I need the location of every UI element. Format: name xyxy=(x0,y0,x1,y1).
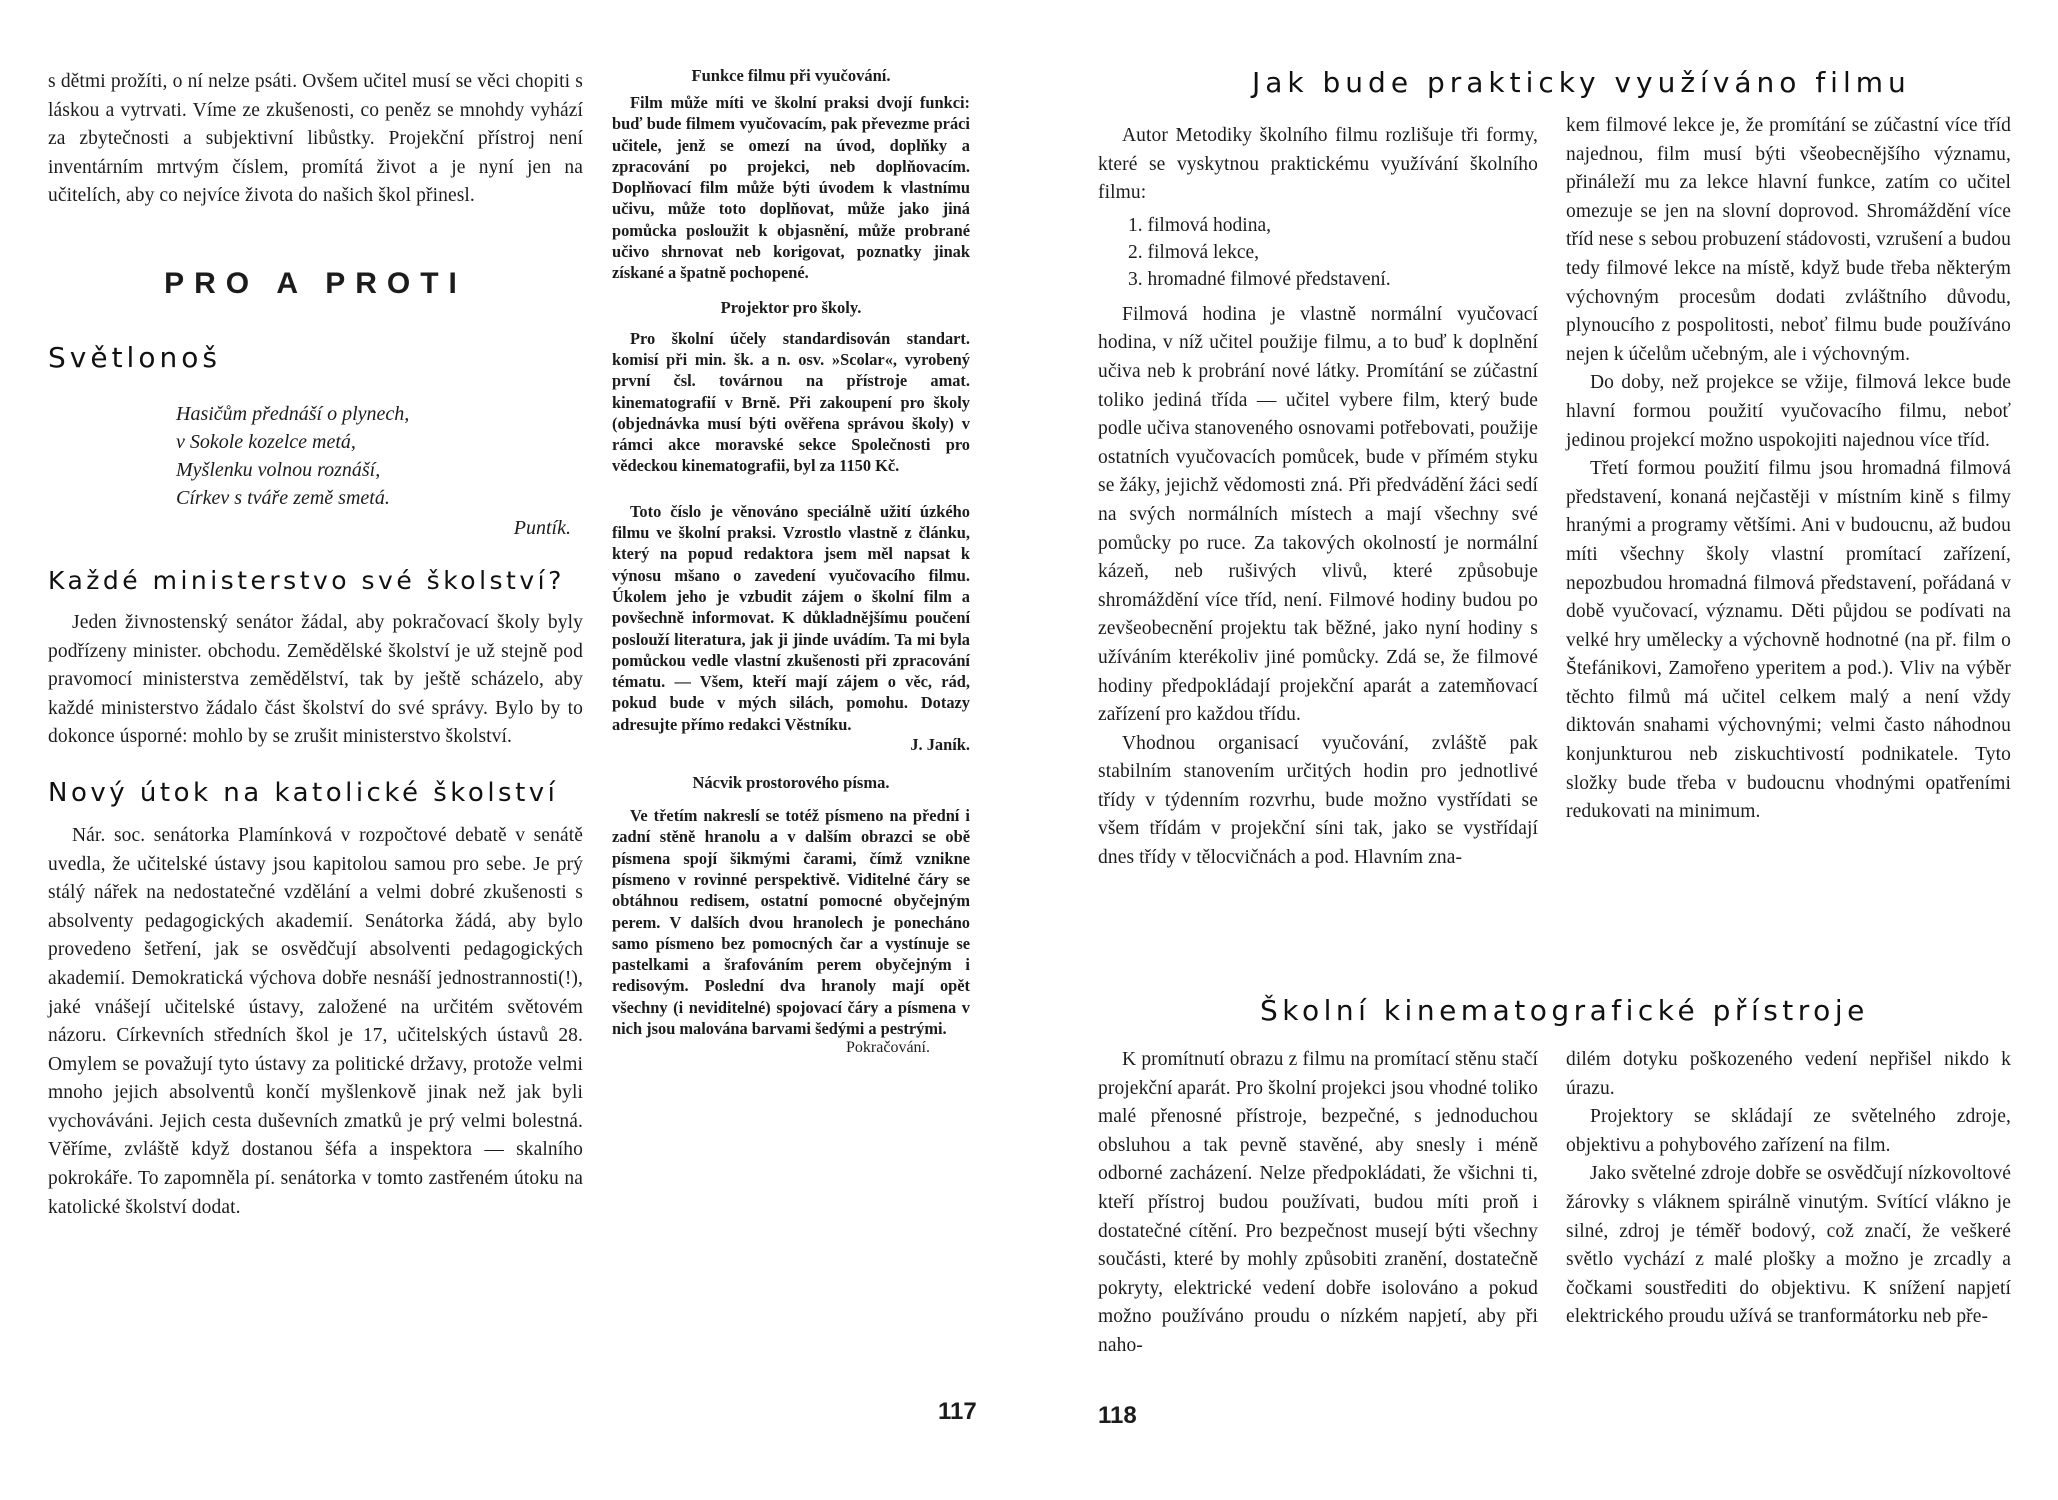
utok-title: Nový útok na katolické školství xyxy=(48,777,559,808)
left-bold-column xyxy=(612,66,970,1057)
organisace-text: Vhodnou organisací vyučování, zvláště pak stabilním stanovením určitých hodin pro jednotlivé třídy v týdenním rozvrhu, bude možno vystřídati se všem třídám v projekční síni tak, jako se vystřídají dnes třídy v tělocvičnách a pod. Hlavním zna- xyxy=(1098,732,1538,869)
projektor-title: Projektor pro školy. xyxy=(720,297,862,317)
poem-line: v Sokole kozelce metá, xyxy=(176,430,356,453)
list-item: 3. hromadné filmové představení. xyxy=(1128,268,1391,290)
continued-note: Pokračování. xyxy=(846,1039,930,1057)
treti-forma-text: Třetí formou použití filmu jsou hromadná filmová představení, konaná nejčastěji v místním kině s filmy hranými a programy většími. Ani v budoucnu, až budou míti všechny školy vlastní promítací zařízení, nepozbudou hromadná filmová představení, pořádaná v době vyučovací, významu. Děti půjdou se podívati na velké hry umělecky a výchovně hodnotné (na př. film o Štefánikovi, Zamořeno yperitem a pod.). Vliv na výběr těchto filmů má učitel celkem malý a není vždy diktován snahami výchovnými; velmi často náhodnou konjunkturou neb ziskuchtivostí podnikatele. Tyto složky bude třeba v budoucnu vhodnými opatřeními redukovati na minimum. xyxy=(1566,458,2011,823)
poem-line: Myšlenku volnou roznáší, xyxy=(176,458,381,481)
zdroje-text: Jako světelné zdroje dobře se osvědčují nízkovoltové žárovky s vláknem spirálně vinutým. Svítící vlákno je silné, zdroj je téměř bodový, což značí, že veškeré světlo vychází z malé plošky a možno je zrcadly a čočkami soustřediti do objektivu. K snížení napjetí elektrického proudu užívá se tranformátorku neb pře- xyxy=(1566,1163,2011,1328)
poem-author: Puntík. xyxy=(513,516,571,539)
left-column xyxy=(48,68,583,1222)
ministerstvo-title: Každé ministerstvo své školství? xyxy=(48,565,565,595)
funkce-text: Film může míti ve školní praksi dvojí funkci: buď bude filmem vyučovacím, pak převezme práci učitele, jenž se omezí na úvod, doplňky a zpracování po projekci, neb doplňovacím. Doplňovací film může býti úvodem k vlastnímu učivu, může toto doplňovat, může jako jiná pomůcka posloužit k objasnění, může probrané učivo shrnovat neb korigovat, poznatky jinak získané a špatně pochopené. xyxy=(612,93,970,283)
poem-line: Hasičům přednáší o plynech, xyxy=(176,402,410,425)
toto-cislo-text: Toto číslo je věnováno speciálně užití úzkého filmu ve školní praksi. Vzrostlo vlastně z článku, který na popud redaktora jsem měl napsat k výnosu mšano o zavedení vyučovacího filmu. Úkolem jeho je vzbudit zájem o školní film a povšechně informovat. K důkladnějšímu poučení poslouží literatura, jak ji jinde uvádím. Ta mi byla pomůckou vedle vlastní zkušenosti při zpracování tématu. — Všem, kteří mají zájem o věc, rád, pokud bude v mých silách, pomohu. Dotazy adresujte přímo redakci Věstníku. xyxy=(612,501,970,734)
poem xyxy=(48,400,583,542)
utok-text: Nár. soc. senátorka Plamínková v rozpočtové debatě v senátě uvedla, že učitelské ústavy jsou kapitolou samou pro sebe. Je prý stálý nářek na nedostatečné vzdělání a velmi dobré zkušenosti s absolventy pedagogických akademií. Senátorka žádá, aby bylo provedeno šetření, jak se osvědčují absolventi pedagogických akademií. Demokratická výchova dobře nesnáší jednostrannosti(!), jaké vnášejí učitelské ústavy, založené na určitém světovém názoru. Církevních středních škol je 17, učitelských ústavů 28. Omylem se považují tyto ústavy za politické državy, protože velmi mnoho jejich absolventů končí myšlenkově jinak než jak byli vychováváni. Jejich cesta duševních zmatků je prý velmi bolestná. Věříme, zvláště když dostanou šéfa a inspektora — skalního pokrokáře. To zapomněla pí. senátorka v tomto zastřeném útoku na katolické školství dodat. xyxy=(48,824,583,1218)
ministerstvo-text: Jeden živnostenský senátor žádal, aby pokračovací školy byly podřízeny minister. obchodu. Zemědělské školství je už stejně pod pravomocí ministerstva zemědělství, tak by ještě scházelo, aby každé ministerstvo žádalo část školství do své správy. Bylo by to dokonce úsporné: mohlo by se zrušit ministerstvo školství. xyxy=(48,611,583,748)
dotyk-text: dilém dotyku poškozeného vedení nepřišel nikdo k úrazu. xyxy=(1566,1049,2011,1099)
right-column-2 xyxy=(1566,112,2011,827)
nacvik-title: Nácvik prostorového písma. xyxy=(692,773,890,793)
skolni-pristroje-title: Školní kinematografické přístroje xyxy=(1260,994,1869,1027)
list-item: 2. filmová lekce, xyxy=(1128,241,1260,263)
jak-bude-intro: Autor Metodiky školního filmu rozlišuje tři formy, které se vyskytnou praktickému využívání školního filmu: xyxy=(1098,125,1538,204)
promitnuti-text: K promítnutí obrazu z filmu na promítací stěnu stačí projekční aparát. Pro školní projekci jsou vhodné toliko malé přenosné přístroje, bezpečné, s jednoduchou obsluhou a tak pevně stavěné, aby snesly i méně odborné zacházení. Nelze předpokládati, že všichni ti, kteří přístroj budou používati, budou míti proň i dostatečné cítění. Pro bezpečnost musejí býti všechny součásti, které by mohly způsobiti zranění, dostatečně pokryty, elektrické vedení dobře isolováno a pokud možno používáno proudu o nízkém napjetí, aby při naho- xyxy=(1098,1049,1538,1356)
right-column-1 xyxy=(1098,122,1538,873)
projektory-text: Projektory se skládají ze světelného zdroje, objektivu a pohybového zařízení na film. xyxy=(1566,1106,2011,1156)
signature: J. Janík. xyxy=(910,735,970,755)
right-column-3 xyxy=(1098,1046,1538,1361)
projektor-text: Pro školní účely standardisován standart. komisí při min. šk. a n. osv. »Scolar«, vyrobený první čsl. továrnou na přístroje amat. kinematografií v Brně. Při zakoupení pro školy (objednávka musí býti ověřena správou školy) v rámci akce moravské sekce Společnosti pro vědeckou kinematografii, byl za 1150 Kč. xyxy=(612,328,970,476)
filmova-hodina-text: Filmová hodina je vlastně normální vyučovací hodina, v níž učitel použije filmu, a to buď k doplnění učiva neb k probrání nové látky. Promítání se zúčastní toliko jediná třída — učitel vybere film, který bude podle učiva stanoveného osnovami potřebovati, použije ostatních vyučovacích pomůcek, bude v přímém styku se žáky, jejichž vědomosti zná. Při předvádění žáci sedí na svých normálních místech a mají všechny své pomůcky po ruce. Za takových okolností je normální kázeň, neb rušivých vlivů, které způsobuje shromáždění více tříd, není. Filmové hodiny budou po zevšeobecnění projektu tak běžné, jako nyní hodiny s užíváním kterékoliv jiné pomůcky. Zdá se, že filmové hodiny předpokládají projekční aparát a zatemňovací zařízení pro každou třídu. xyxy=(1098,303,1538,726)
jak-bude-title: Jak bude prakticky využíváno filmu xyxy=(1252,66,1911,99)
poem-line: Církev s tváře země smetá. xyxy=(176,486,390,509)
nacvik-text: Ve třetím nakreslí se totéž písmeno na přední i zadní stěně hranolu a v dalším obrazci se obě písmena spojí šikmými čarami, čímž vznikne písmeno v rovinné perspektivě. Viditelné čáry se obtáhnou redisem, ostatní pomocné obyčejným perem. V dalších dvou hranolech je ponecháno samo písmeno bez pomocných čar a vystínuje se pastelkami a šrafováním perem obyčejným i redisovým. Poslední dva hranoly mají opět všechny (i neviditelné) spojovací čáry a písmena v nich jsou malována barvami šedými a pestrými. xyxy=(612,806,970,1038)
section-title-pro-a-proti: PRO A PROTI xyxy=(164,266,467,300)
intro-paragraph: s dětmi prožíti, o ní nelze psáti. Ovšem učitel musí se věci chopiti s láskou a vytrvati. Víme ze zkušenosti, co peněz se mnohdy vyhází za zbytečnosti a subjektivní libůstky. Projekční přístroj není inventárním mrtvým číslem, promítá život a je nyní jen na učitelích, aby co nejvíce života do našich škol přinesl. xyxy=(48,71,583,207)
right-column-4 xyxy=(1566,1046,2011,1332)
forms-list xyxy=(1098,212,1538,293)
page-number-right: 118 xyxy=(1098,1402,1137,1429)
funkce-title: Funkce filmu při vyučování. xyxy=(691,66,891,85)
svetlonos-title: Světlonoš xyxy=(48,340,221,374)
list-item: 1. filmová hodina, xyxy=(1128,214,1271,236)
filmova-lekce-text: kem filmové lekce je, že promítání se zúčastní více tříd najednou, film musí býti všeobecnějšího významu, přináleží mu za lekce hlavní funkce, zatím co učitel omezuje se jen na slovní doprovod. Shromáždění více tříd nese s sebou probuzení stádovosti, vzrušení a budou tedy filmové lekce na místě, když bude třeba některým výchovným procesům dodati zvláštního důvodu, plynoucího z pospolitosti, neboť filmu bude používáno nejen k účelům učebným, ale i výchovným. xyxy=(1566,115,2011,365)
do-doby-text: Do doby, než projekce se vžije, filmová lekce bude hlavní formou použití vyučovacího filmu, neboť jedinou projekcí možno uspokojiti najednou více tříd. xyxy=(1566,372,2011,451)
page-number-left: 117 xyxy=(938,1398,977,1425)
